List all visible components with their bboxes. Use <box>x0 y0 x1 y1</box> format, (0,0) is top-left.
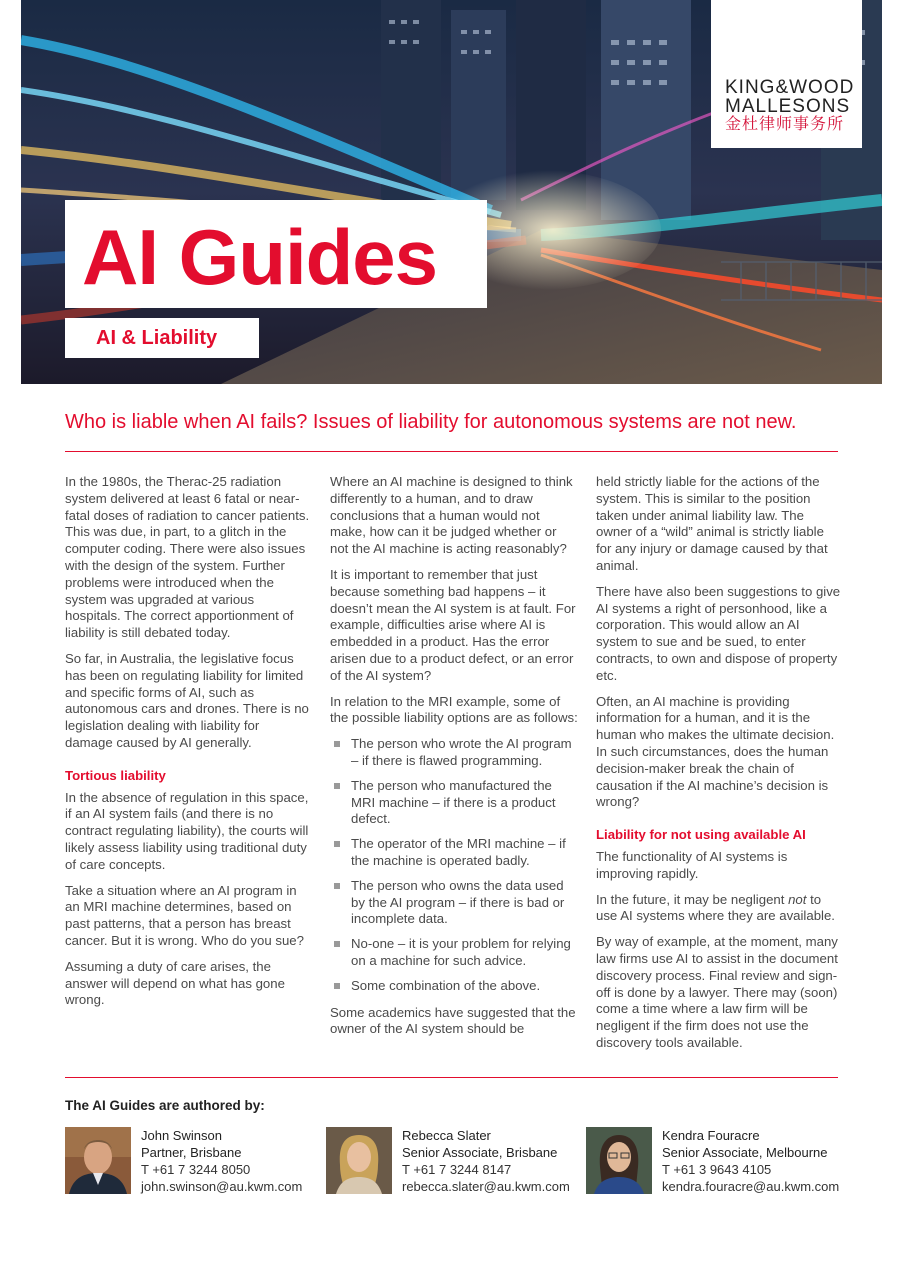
author-photo <box>586 1127 652 1194</box>
author-card <box>326 1127 588 1195</box>
author-phone: T +61 7 3244 8050 <box>141 1162 251 1177</box>
list-item: The person who wrote the AI program – if there is flawed programming. <box>330 736 578 770</box>
column-2 <box>330 474 578 1047</box>
avatar <box>586 1127 652 1194</box>
bullet-square-icon <box>334 883 340 889</box>
logo-line-1: KING&WOOD <box>725 77 855 98</box>
author-photo <box>65 1127 131 1194</box>
headline: Who is liable when AI fails? Issues of liability for autonomous systems are not new. <box>65 411 797 433</box>
paragraph: In the 1980s, the Therac-25 radiation system delivered at least 6 fatal or near-fatal doses of radiation to cancer patients. This was due, in part, to a glitch in the computer coding. There were also issues with the design of the system. Further problems were introduced when the system was upgraded at various hospitals. The correct apportionment of liability is still debated today. <box>65 474 310 641</box>
column-1 <box>65 474 310 1018</box>
author-email[interactable]: kendra.fouracre@au.kwm.com <box>662 1179 840 1194</box>
author-name: John Swinson <box>141 1128 222 1143</box>
section-heading-tortious: Tortious liability <box>65 767 166 783</box>
authors-heading: The AI Guides are authored by: <box>65 1098 265 1113</box>
paragraph: So far, in Australia, the legislative focus has been on regulating liability for limited and specific forms of AI, such as autonomous cars and drones. There is no legislation dealing with liability for damage caused by AI generally. <box>65 650 309 750</box>
author-card <box>586 1127 848 1195</box>
logo-chinese-name: 金杜律师事务所 <box>725 116 845 133</box>
subtitle-box <box>65 318 259 358</box>
column-3 <box>596 474 841 1061</box>
logo-line-2: MALLESONS <box>725 96 851 117</box>
list-item: The person who owns the data used by the AI program – if there is bad or incomplete data. <box>330 878 578 928</box>
text-fragment: to use AI systems where they are available. <box>596 891 835 924</box>
section-heading-not-using-ai: Liability for not using available AI <box>596 827 806 843</box>
paragraph: Often, an AI machine is providing information for a human, and it is the human who makes the ultimate decision. In such circumstances, does the human decision-maker break the chain of causation if the AI machine’s decision is wrong? <box>596 693 835 810</box>
avatar <box>65 1127 131 1194</box>
paragraph: Take a situation where an AI program in an MRI machine determines, based on past patterns, that a person has breast cancer. But it is wrong. Who do you sue? <box>65 882 304 948</box>
bullet-square-icon <box>334 841 340 847</box>
paragraph: In the absence of regulation in this space, if an AI system fails (and there is no contract regulating liability), the courts will likely assess liability using traditional duty of care concepts. <box>65 789 309 872</box>
liability-options-list <box>330 736 578 994</box>
paragraph: held strictly liable for the actions of the system. This is similar to the position taken under animal liability law. The owner of a “wild” animal is strictly liable for any injury or damage caused by that animal. <box>596 474 828 573</box>
paragraph: Some academics have suggested that the owner of the AI system should be <box>330 1004 576 1037</box>
list-item: The person who manufactured the MRI machine – if there is a product defect. <box>330 778 578 828</box>
author-email[interactable]: rebecca.slater@au.kwm.com <box>402 1179 570 1194</box>
author-role: Senior Associate, Melbourne <box>662 1145 828 1160</box>
paragraph <box>596 892 841 926</box>
bullet-square-icon <box>334 741 340 747</box>
paragraph: It is important to remember that just because something bad happens – it doesn’t mean the AI system is at fault. For example, difficulties arise where AI is embedded in a product. Has the error arisen due to a product defect, or an error of the AI system? <box>330 566 576 683</box>
paragraph: By way of example, at the moment, many law firms use AI to assist in the document discovery process. Final review and sign-off is done by a lawyer. There may (soon) come a time where a law firm will be negligent if the firm does not use the discovery tools available. <box>596 934 838 1050</box>
author-name: Kendra Fouracre <box>662 1128 760 1143</box>
page-title: AI Guides <box>82 213 438 301</box>
paragraph: The functionality of AI systems is improving rapidly. <box>596 848 788 881</box>
page-subtitle: AI & Liability <box>96 327 218 349</box>
firm-logo <box>711 0 862 148</box>
list-item: Some combination of the above. <box>330 978 578 995</box>
author-role: Senior Associate, Brisbane <box>402 1145 558 1160</box>
list-item: The operator of the MRI machine – if the machine is operated badly. <box>330 836 578 870</box>
author-email[interactable]: john.swinson@au.kwm.com <box>141 1179 303 1194</box>
author-phone: T +61 7 3244 8147 <box>402 1162 512 1177</box>
author-role: Partner, Brisbane <box>141 1145 242 1160</box>
text-fragment: In the future, it may be negligent <box>596 891 789 907</box>
bullet-square-icon <box>334 783 340 789</box>
author-name: Rebecca Slater <box>402 1128 491 1143</box>
paragraph: Where an AI machine is designed to think differently to a human, and to draw conclusions that a human would not make, how can it be judged whether or not the AI machine is acting reasonably? <box>330 474 573 557</box>
author-info <box>402 1127 570 1195</box>
title-box <box>65 200 487 308</box>
author-photo <box>326 1127 392 1194</box>
bottom-divider <box>65 1077 838 1078</box>
author-info <box>141 1127 302 1195</box>
author-phone: T +61 3 9643 4105 <box>662 1162 772 1177</box>
author-card <box>65 1127 327 1195</box>
bullet-square-icon <box>334 983 340 989</box>
bullet-square-icon <box>334 941 340 947</box>
avatar <box>326 1127 392 1194</box>
emphasis: not <box>788 891 807 907</box>
paragraph: Assuming a duty of care arises, the answer will depend on what has gone wrong. <box>65 958 285 1008</box>
top-divider <box>65 451 838 452</box>
list-item: No-one – it is your problem for relying on a machine for such advice. <box>330 936 578 970</box>
author-info <box>662 1127 839 1195</box>
paragraph: In relation to the MRI example, some of the possible liability options are as follows: <box>330 693 578 726</box>
paragraph: There have also been suggestions to give AI systems a right of personhood, like a corporation. This would allow an AI system to sue and be sued, to enter contracts, to own and dispose of property etc. <box>596 583 841 683</box>
